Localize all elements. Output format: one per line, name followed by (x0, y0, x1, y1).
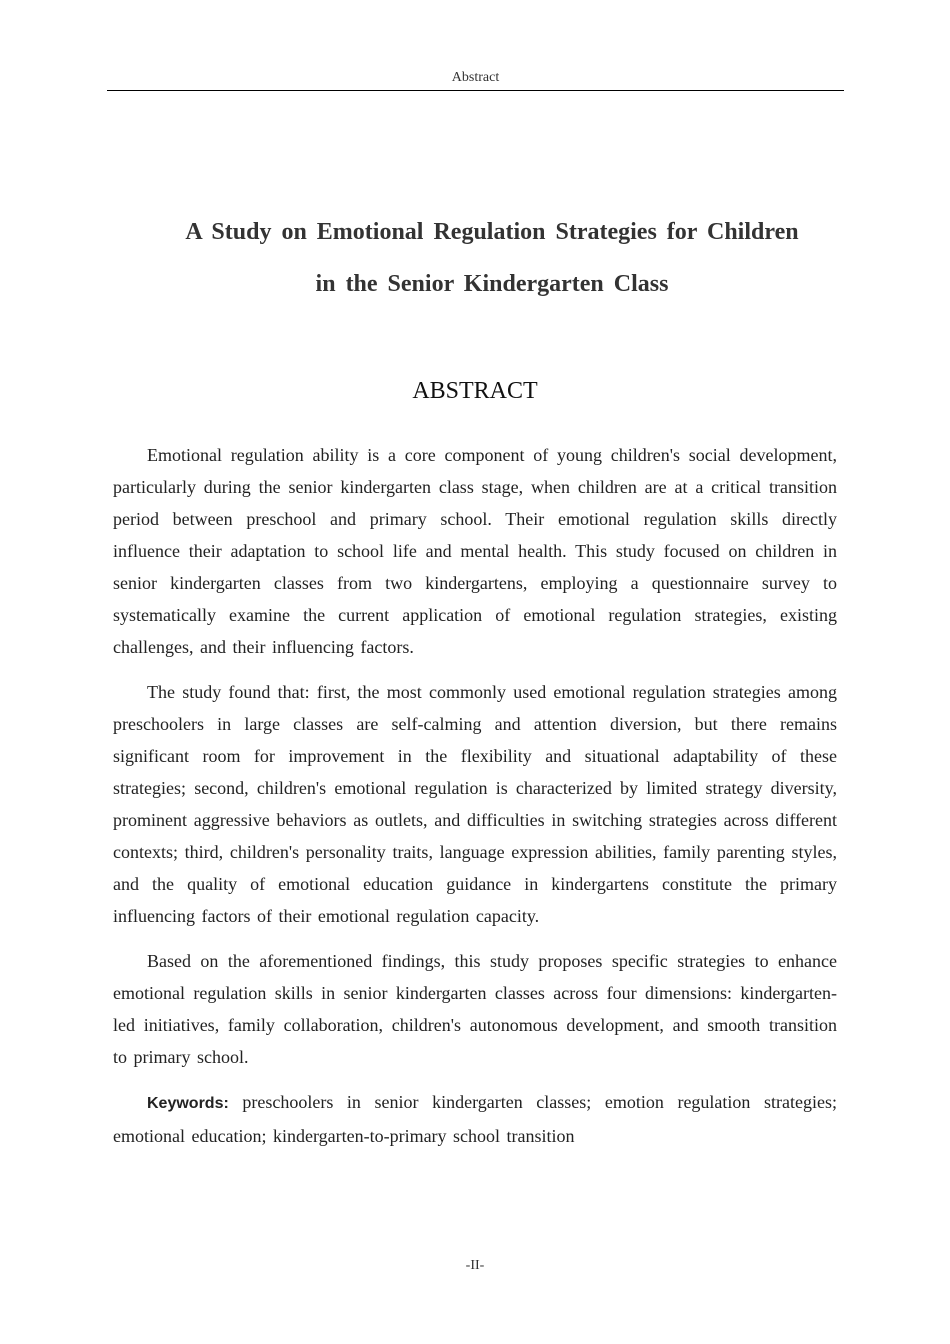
running-header (107, 69, 844, 91)
paper-title-line-2: in the Senior Kindergarten Class (315, 271, 669, 297)
abstract-paragraph-1: Emotional regulation ability is a core component of young children's social development, particularly during the senior kindergarten class stage, when children are at a critical transition period between preschool and primary school. Their emotional regulation skills directly influence their adaptation to school life and mental health. This study focused on children in senior kindergarten classes from two kindergartens, employing a questionnaire survey to systematically examine the current application of emotional regulation strategies, existing challenges, and their influencing factors. (113, 445, 837, 657)
keywords-text: preschoolers in senior kindergarten classes; emotion regulation strategies; emotional education; kindergarten-to-primary school transition (113, 1092, 837, 1146)
abstract-body (113, 439, 837, 1165)
abstract-paragraph-2: The study found that: first, the most commonly used emotional regulation strategies among preschoolers in large classes are self-calming and attention diversion, but there remains significant room for improvement in the flexibility and situational adaptability of these strategies; second, children's emotional regulation is characterized by limited strategy diversity, prominent aggressive behaviors as outlets, and difficulties in switching strategies across different contexts; third, children's personality traits, language expression abilities, family parenting styles, and the quality of emotional education guidance in kindergartens constitute the primary influencing factors of their emotional regulation capacity. (113, 682, 837, 926)
keywords-paragraph (113, 1086, 837, 1152)
page-number: -II- (465, 1258, 485, 1273)
paper-title (113, 206, 871, 310)
paper-title-line-1: A Study on Emotional Regulation Strategies for Children (185, 219, 799, 245)
keywords-label: Keywords: (147, 1095, 229, 1112)
running-header-title: Abstract (451, 70, 500, 85)
abstract-paragraph-3: Based on the aforementioned findings, this study proposes specific strategies to enhance emotional regulation skills in senior kindergarten classes across four dimensions: kindergarten-led initiatives, family collaboration, children's autonomous development, and smooth transition to primary school. (113, 951, 837, 1067)
abstract-heading: ABSTRACT (412, 378, 538, 404)
